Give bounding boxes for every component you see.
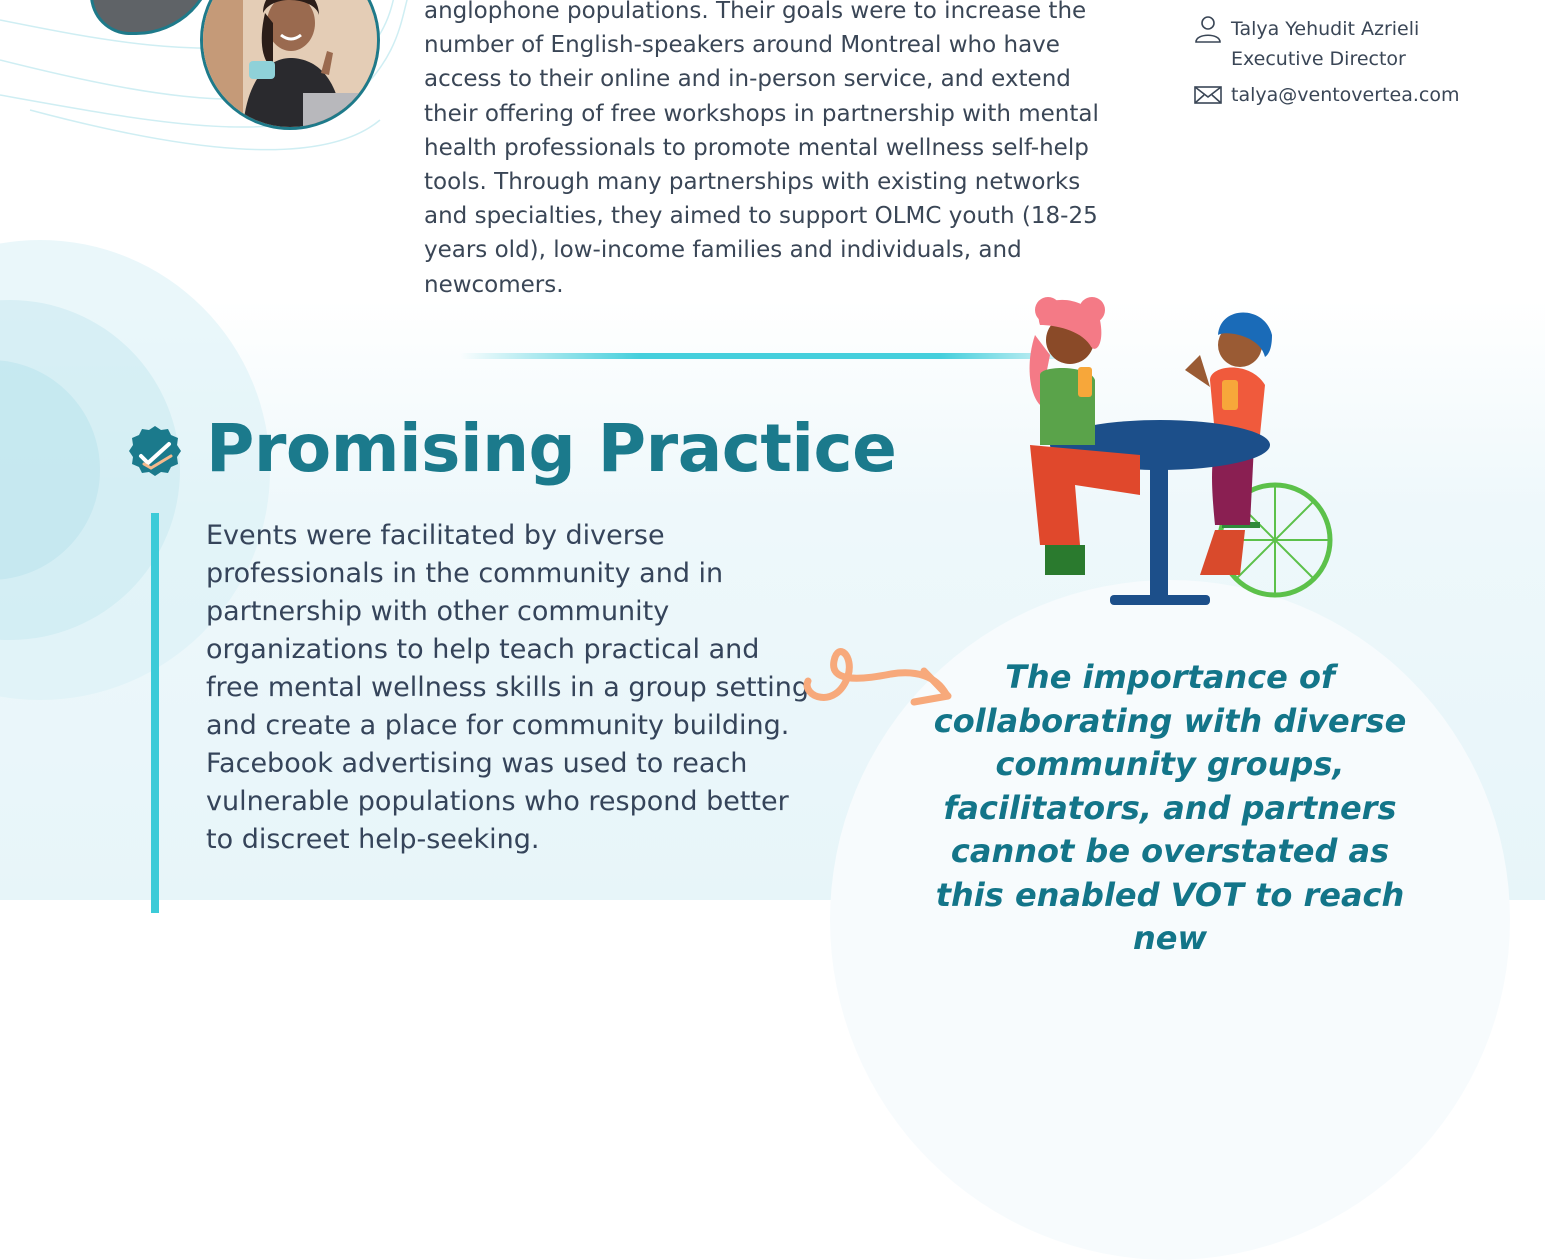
- contact-name: Talya Yehudit Azrieli: [1231, 18, 1420, 40]
- person-icon: [1193, 14, 1223, 44]
- intro-paragraph: anglophone populations. Their goals were to increase the number of English-speakers around Montreal who have access to their online and in-person service, and extend their offering of free workshops in partnership with mental health professionals to promote mental wellness self-help tools. Through many partnerships with existing networks and specialties, they aimed to support OLMC youth (18-25 years old), low-income families and individuals, and newcomers.: [424, 0, 1099, 298]
- friends-at-table-illustration: [1010, 295, 1345, 625]
- contact-email-row: [1193, 80, 1523, 110]
- contact-email[interactable]: talya@ventovertea.com: [1231, 84, 1460, 106]
- practice-paragraph: Events were facilitated by diverse professionals in the community and in partnership with other community organizations to help teach practical and free mental wellness skills in a group setting and create a place for community building. Facebook advertising was used to reach vulnerable populations who respond better to discreet help-seeking.: [206, 520, 809, 855]
- accent-bar: [151, 513, 159, 913]
- contact-person: [1193, 14, 1523, 74]
- contact-role: Executive Director: [1231, 48, 1406, 70]
- section-divider: [460, 353, 1060, 359]
- envelope-icon: [1193, 80, 1223, 110]
- section-heading: Promising Practice: [206, 410, 897, 487]
- pull-quote: The importance of collaborating with diverse community groups, facilitators, and partners cannot be overstated as this enabled VOT to reach new: [933, 658, 1407, 957]
- check-badge-icon: [124, 424, 186, 486]
- contact-card: [1193, 14, 1523, 110]
